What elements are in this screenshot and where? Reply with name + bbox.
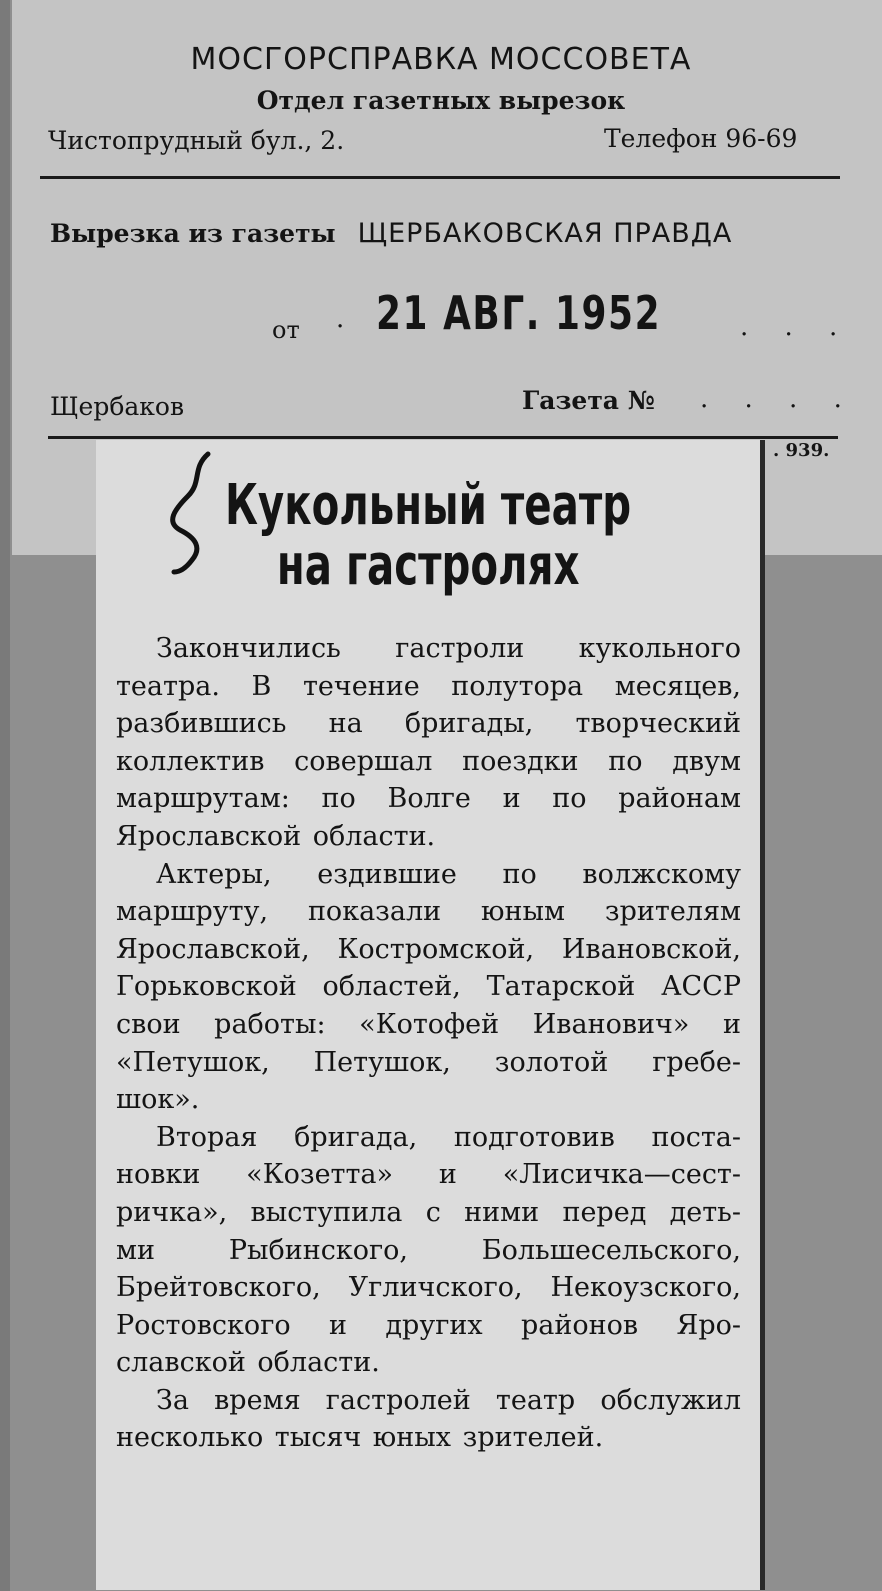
text-line: Актеры, ездившие по волжскому bbox=[156, 858, 741, 890]
text-line: новки «Козетта» и «Лисичка—сест- bbox=[116, 1159, 741, 1191]
serial-number: . 939. bbox=[773, 440, 830, 461]
phone-text: Телефон 96-69 bbox=[604, 124, 798, 153]
text-line: «Петушок, Петушок, золотой гребе- bbox=[116, 1046, 741, 1078]
article-paragraph-1 bbox=[116, 630, 741, 856]
text-line: Вторая бригада, подготовив поста- bbox=[156, 1121, 741, 1153]
text-line: ричка», выступила с ними перед деть- bbox=[116, 1196, 741, 1228]
text-line: свои работы: «Котофей Иванович» и bbox=[116, 1008, 741, 1040]
date-leader-dots: · bbox=[336, 312, 351, 342]
date-trailing-dots: . . . bbox=[740, 312, 852, 342]
address-text: Чистопрудный бул., 2. bbox=[48, 126, 345, 155]
gazette-number-label bbox=[522, 386, 655, 415]
text-line: маршрутам: по Волге и по районам bbox=[116, 783, 741, 815]
text-line: маршруту, показали юным зрителям bbox=[116, 896, 741, 928]
newspaper-clipping bbox=[96, 440, 760, 1590]
gazette-number-text: Газета № bbox=[522, 386, 655, 415]
newspaper-name: ЩЕРБАКОВСКАЯ ПРАВДА bbox=[357, 218, 733, 249]
article-paragraph-2 bbox=[116, 856, 741, 1119]
date-label: от bbox=[272, 316, 300, 344]
gazette-number-dots: . . . . bbox=[700, 384, 856, 414]
text-line: Горьковской областей, Татарской АССР bbox=[116, 971, 741, 1003]
headline-line-1: Кукольный театр bbox=[224, 473, 632, 538]
text-line: коллектив совершал поездки по двум bbox=[116, 745, 741, 777]
text-line: Брейтовского, Угличского, Некоузского, bbox=[116, 1272, 741, 1304]
text-line: несколько тысяч юных зрителей. bbox=[116, 1422, 604, 1454]
article-body bbox=[116, 630, 741, 1457]
text-line: театра. В течение полутора месяцев, bbox=[116, 670, 741, 702]
text-line: Ярославской области. bbox=[116, 820, 436, 852]
article-paragraph-4 bbox=[116, 1382, 741, 1457]
header-divider bbox=[40, 176, 840, 179]
clipping-source bbox=[50, 218, 732, 249]
form-divider bbox=[48, 436, 838, 439]
text-line: За время гастролей театр обслужил bbox=[156, 1384, 741, 1416]
clipping-source-label: Вырезка из газеты bbox=[50, 219, 336, 248]
scan-left-edge bbox=[0, 0, 10, 1591]
organization-title: МОСГОРСПРАВКА МОССОВЕТА bbox=[190, 42, 692, 77]
text-line: ми Рыбинского, Большесельского, bbox=[116, 1234, 741, 1266]
text-line: разбившись на бригады, творческий bbox=[116, 708, 741, 740]
text-line: славской области. bbox=[116, 1347, 380, 1379]
clipping-border bbox=[760, 440, 765, 1590]
headline-line-2: на гастролях bbox=[276, 533, 580, 598]
department-title: Отдел газетных вырезок bbox=[256, 86, 626, 115]
text-line: шок». bbox=[116, 1084, 200, 1116]
text-line: Ярославской, Костромской, Ивановской, bbox=[116, 933, 741, 965]
article-paragraph-3 bbox=[116, 1119, 741, 1382]
text-line: Закончились гастроли кукольного bbox=[156, 633, 741, 664]
date-stamp: 21 АВГ. 1952 bbox=[376, 286, 662, 340]
article-headline bbox=[96, 473, 760, 598]
city-text: Щербаков bbox=[50, 392, 185, 421]
text-line: Ростовского и других районов Яро- bbox=[116, 1309, 741, 1341]
